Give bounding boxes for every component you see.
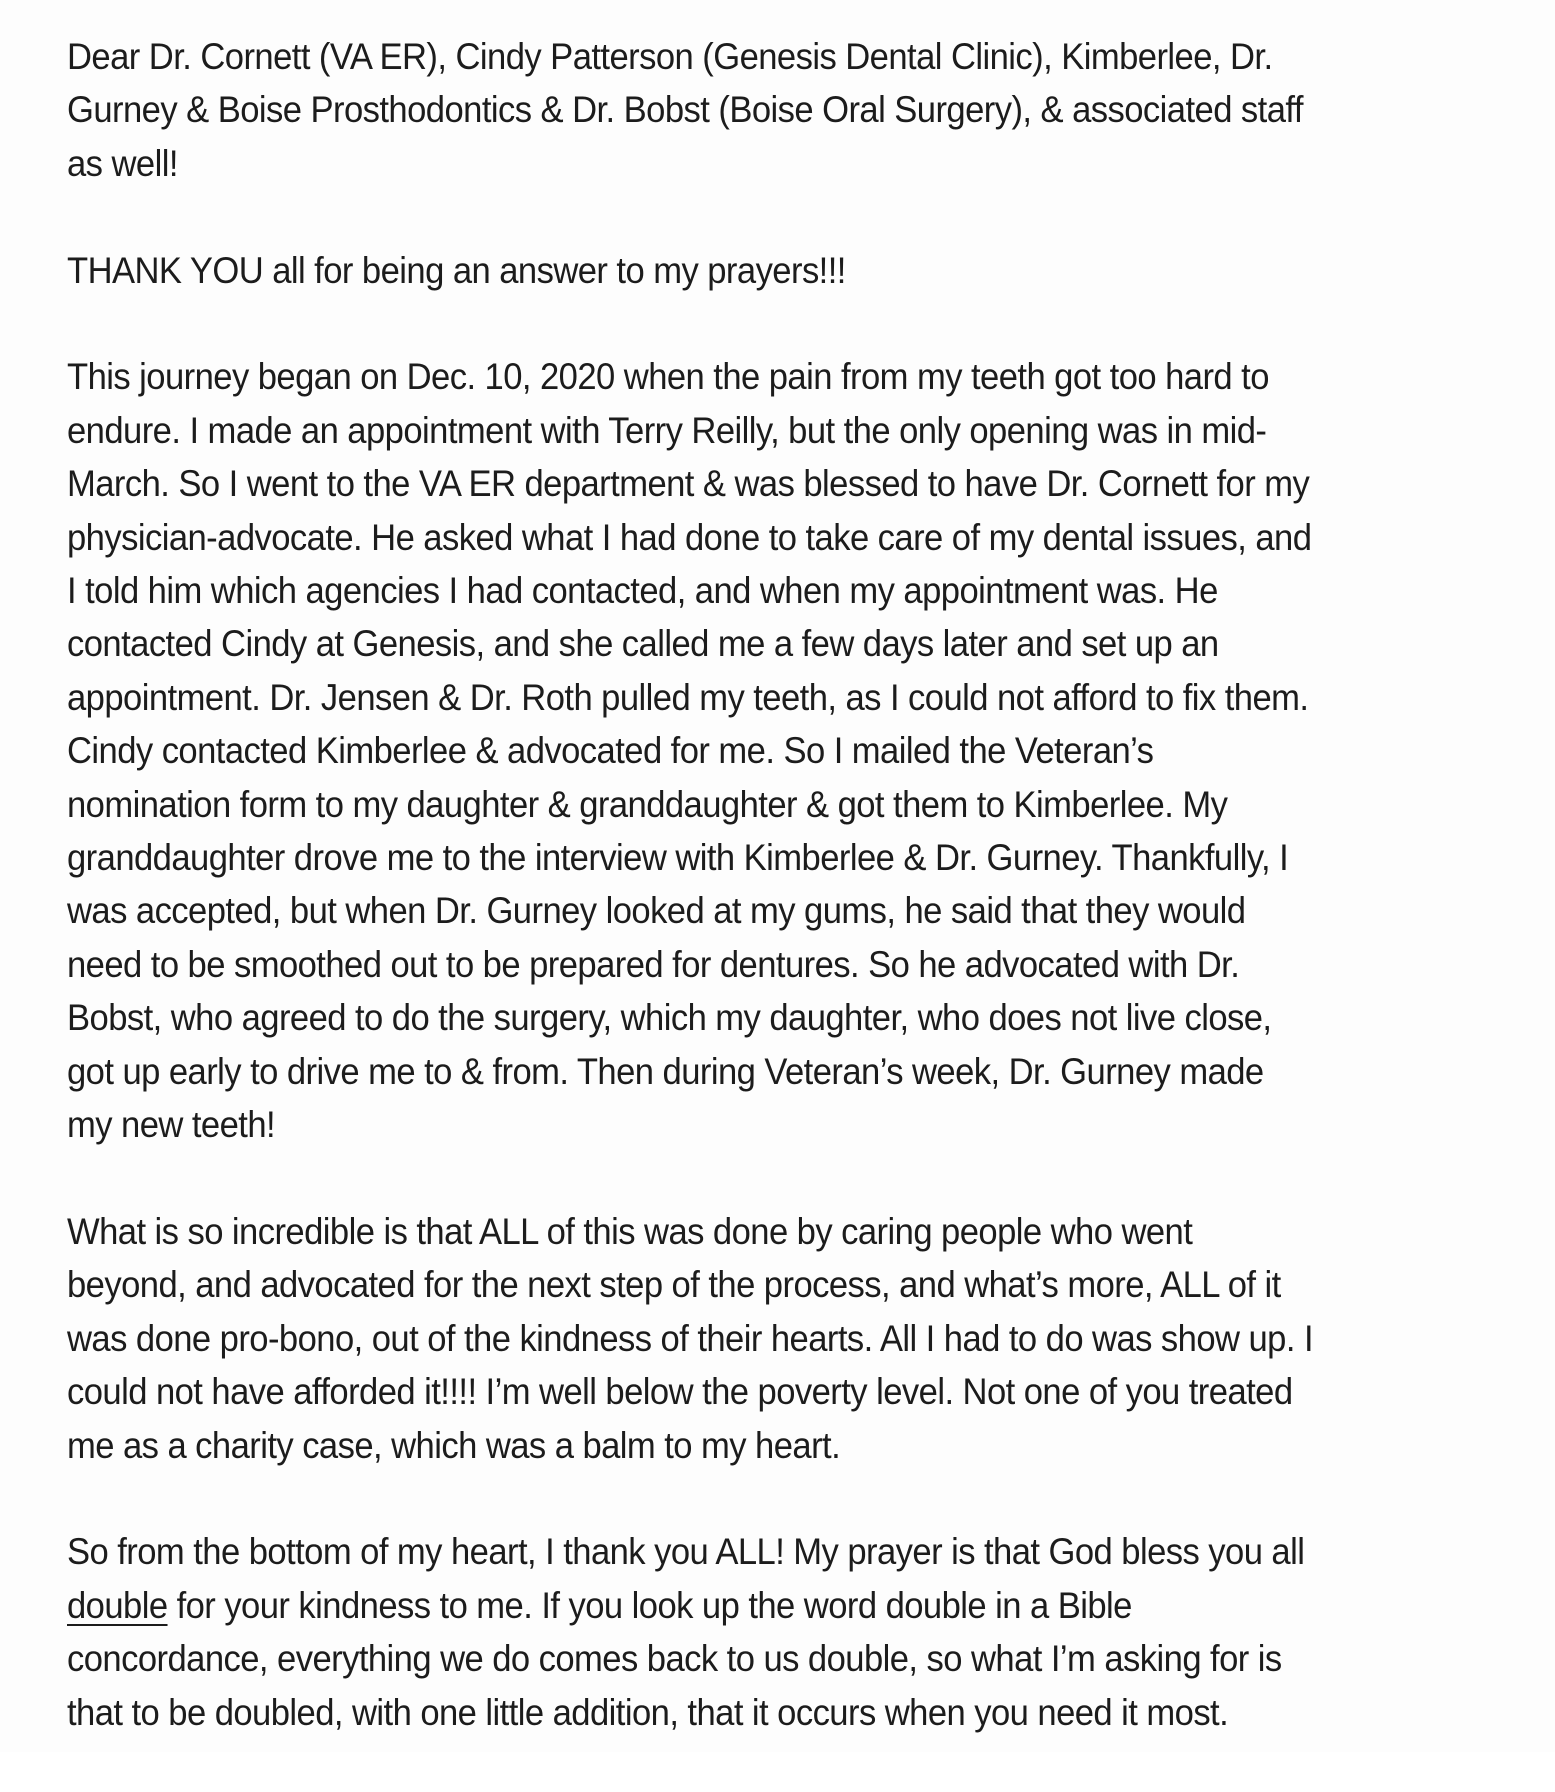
journey-line: March. So I went to the VA ER department & was blessed to have Dr. Cornett for my (67, 463, 1310, 505)
incredible-line: What is so incredible is that ALL of this was done by caring people who went (67, 1210, 1193, 1252)
incredible-line: could not have afforded it!!!! I’m well below the poverty level. Not one of you treated (67, 1371, 1293, 1413)
closing-paragraph (67, 1525, 1413, 1739)
incredible-paragraph (67, 1205, 1413, 1472)
thanks-line: THANK YOU all for being an answer to my prayers!!! (67, 249, 846, 291)
underlined-word-double: double (67, 1584, 168, 1626)
closing-line: So from the bottom of my heart, I thank you ALL! My prayer is that God bless you all (67, 1531, 1305, 1573)
journey-line: physician-advocate. He asked what I had done to take care of my dental issues, and (67, 516, 1312, 558)
closing-line: concordance, everything we do comes back to us double, so what I’m asking for is (67, 1638, 1282, 1680)
letter-body (67, 30, 1413, 1792)
closing-line (67, 1579, 1413, 1632)
journey-paragraph (67, 350, 1413, 1151)
journey-line: Cindy contacted Kimberlee & advocated for me. So I mailed the Veteran’s (67, 730, 1154, 772)
journey-line: need to be smoothed out to be prepared for dentures. So he advocated with Dr. (67, 943, 1240, 985)
journey-line: nomination form to my daughter & granddaughter & got them to Kimberlee. My (67, 783, 1228, 825)
closing-line: that to be doubled, with one little addition, that it occurs when you need it most. (67, 1691, 1229, 1733)
journey-line: was accepted, but when Dr. Gurney looked at my gums, he said that they would (67, 890, 1246, 932)
incredible-line: me as a charity case, which was a balm to my heart. (67, 1424, 841, 1466)
closing-line-rest: for your kindness to me. If you look up the word double in a Bible (167, 1584, 1132, 1626)
salutation-line: as well! (67, 142, 178, 184)
thanks-paragraph (67, 244, 1413, 297)
journey-line: granddaughter drove me to the interview with Kimberlee & Dr. Gurney. Thankfully, I (67, 837, 1289, 879)
salutation-line: Dear Dr. Cornett (VA ER), Cindy Patterson (Genesis Dental Clinic), Kimberlee, Dr. (67, 36, 1273, 77)
journey-line: contacted Cindy at Genesis, and she called me a few days later and set up an (67, 623, 1219, 665)
salutation-line: Gurney & Boise Prosthodontics & Dr. Bobst (Boise Oral Surgery), & associated staff (67, 89, 1303, 131)
journey-line: Bobst, who agreed to do the surgery, which my daughter, who does not live close, (67, 997, 1272, 1039)
incredible-line: was done pro-bono, out of the kindness of their hearts. All I had to do was show up. I (67, 1317, 1314, 1359)
journey-line: endure. I made an appointment with Terry Reilly, but the only opening was in mid- (67, 409, 1267, 451)
incredible-line: beyond, and advocated for the next step of the process, and what’s more, ALL of it (67, 1264, 1281, 1306)
journey-line: my new teeth! (67, 1104, 276, 1146)
journey-line: got up early to drive me to & from. Then during Veteran’s week, Dr. Gurney made (67, 1050, 1264, 1092)
journey-line: I told him which agencies I had contacted, and when my appointment was. He (67, 570, 1218, 612)
salutation-paragraph (67, 30, 1413, 190)
journey-line: This journey began on Dec. 10, 2020 when the pain from my teeth got too hard to (67, 356, 1269, 398)
journey-line: appointment. Dr. Jensen & Dr. Roth pulled my teeth, as I could not afford to fix them. (67, 676, 1309, 718)
